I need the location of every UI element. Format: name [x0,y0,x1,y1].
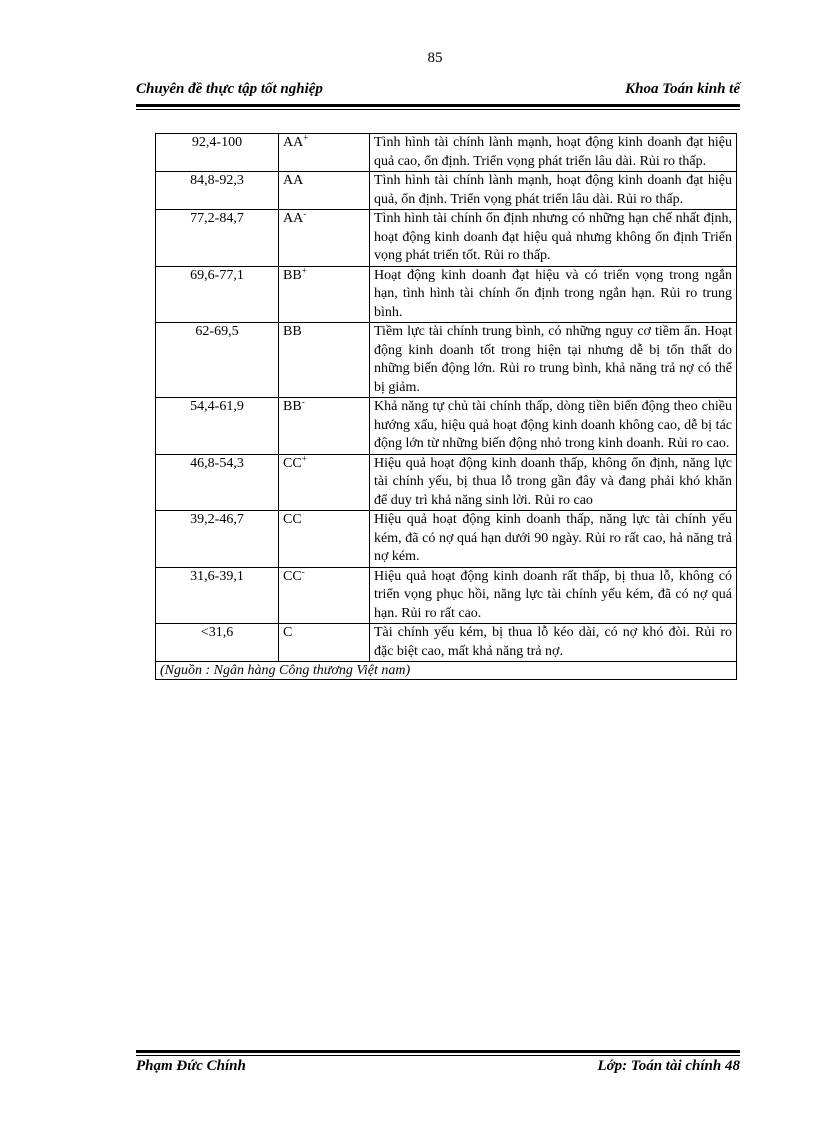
grade-cell [279,398,370,455]
table-row [156,398,737,455]
grade-cell [279,454,370,511]
page-header [136,81,740,101]
class-name: Lớp: Toán tài chính 48 [597,1058,740,1074]
description-cell: Hiệu quả hoạt động kinh doanh rất thấp, bị thua lỗ, không có triển vọng phục hồi, năng lực tài chính yếu kém, đã có nợ quá hạn. Rủi ro rất cao. [370,567,737,624]
header-rule [136,104,740,110]
grade-label: CC [283,568,302,584]
grade-label: BB [283,267,302,283]
description-cell: Khả năng tự chủ tài chính thấp, dòng tiền biến động theo chiều hướng xấu, hiệu quả hoạt động kinh doanh không cao, dễ bị tác động lớn từ những biến động nhỏ trong kinh doanh. Rủi ro cao. [370,398,737,455]
score-cell: 77,2-84,7 [156,210,279,267]
page-number: 85 [427,50,443,66]
grade-label: AA [283,173,304,188]
grade-label: CC [283,455,302,471]
source-note: (Nguồn : Ngân hàng Công thương Việt nam) [156,662,737,680]
grade-modifier: + [301,264,307,275]
description-cell: Hiệu quả hoạt động kinh doanh thấp, năng lực tài chính yếu kém, đã có nợ quá hạn dưới 90 ngày. Rủi ro rất cao, hả năng trả nợ kém. [370,511,737,568]
header-department: Khoa Toán kinh tế [625,81,740,97]
header-title: Chuyên đề thực tập tốt nghiệp [136,81,323,97]
grade-modifier: + [303,132,309,143]
grade-cell [279,511,370,568]
table-row [156,172,737,210]
score-cell: 69,6-77,1 [156,266,279,323]
credit-rating-table [155,133,737,680]
description-cell: Hiệu quả hoạt động kinh doanh thấp, không ổn định, năng lực tài chính yếu, bị thua lỗ trong gần đây và đang phải khó khăn để duy trì khả năng sinh lời. Rủi ro cao [370,454,737,511]
grade-modifier: + [301,452,307,463]
description-cell: Tình hình tài chính lành mạnh, hoạt động kinh doanh đạt hiệu quả, ổn định. Triển vọng phát triển lâu dài. Rủi ro thấp. [370,172,737,210]
table-row [156,624,737,662]
grade-label: AA [283,135,304,150]
grade-label: AA [283,211,304,226]
grade-label: BB [283,324,302,339]
grade-modifier: - [301,396,305,407]
grade-label: C [283,625,293,640]
description-cell: Tài chính yếu kém, bị thua lỗ kéo dài, có nợ khó đòi. Rủi ro đặc biệt cao, mất khả năng trả nợ. [370,624,737,662]
table-row [156,210,737,267]
score-cell: 39,2-46,7 [156,511,279,568]
table-row [156,266,737,323]
grade-label: BB [283,399,302,414]
description-cell: Tình hình tài chính ổn định nhưng có những hạn chế nhất định, hoạt động kinh doanh đạt hiệu quả nhưng không ổn định Triển vọng phát triển tốt. Rủi ro thấp. [370,210,737,267]
description-cell: Tiềm lực tài chính trung bình, có những nguy cơ tiềm ẩn. Hoạt động kinh doanh tốt trong hiện tại nhưng dễ bị tổn thất do những biến động lớn. Rủi ro trung bình, khả năng trả nợ có thể bị giảm. [370,323,737,398]
grade-cell [279,323,370,398]
score-cell: 92,4-100 [156,134,279,172]
table-row [156,323,737,398]
grade-modifier: - [301,565,305,576]
grade-cell [279,266,370,323]
grade-cell [279,624,370,662]
footer-rule [136,1050,740,1056]
score-cell: 84,8-92,3 [156,172,279,210]
source-row [156,662,737,680]
score-cell: 62-69,5 [156,323,279,398]
grade-cell [279,134,370,172]
description-cell: Hoạt động kinh doanh đạt hiệu và có triển vọng trong ngắn hạn, tình hình tài chính ổn định trong ngắn hạn. Rủi ro trung bình. [370,266,737,323]
author-name: Phạm Đức Chính [136,1058,246,1074]
score-cell: 31,6-39,1 [156,567,279,624]
score-cell: 54,4-61,9 [156,398,279,455]
description-cell: Tình hình tài chính lành mạnh, hoạt động kinh doanh đạt hiệu quả cao, ổn định. Triển vọng phát triển lâu dài. Rủi ro thấp. [370,134,737,172]
grade-cell [279,210,370,267]
grade-cell [279,172,370,210]
score-cell: <31,6 [156,624,279,662]
table-row [156,454,737,511]
grade-label: CC [283,512,302,527]
grade-cell [279,567,370,624]
table-row [156,567,737,624]
grade-modifier: - [303,208,307,219]
score-cell: 46,8-54,3 [156,454,279,511]
page-footer [136,1058,740,1078]
table-row [156,134,737,172]
table-row [156,511,737,568]
